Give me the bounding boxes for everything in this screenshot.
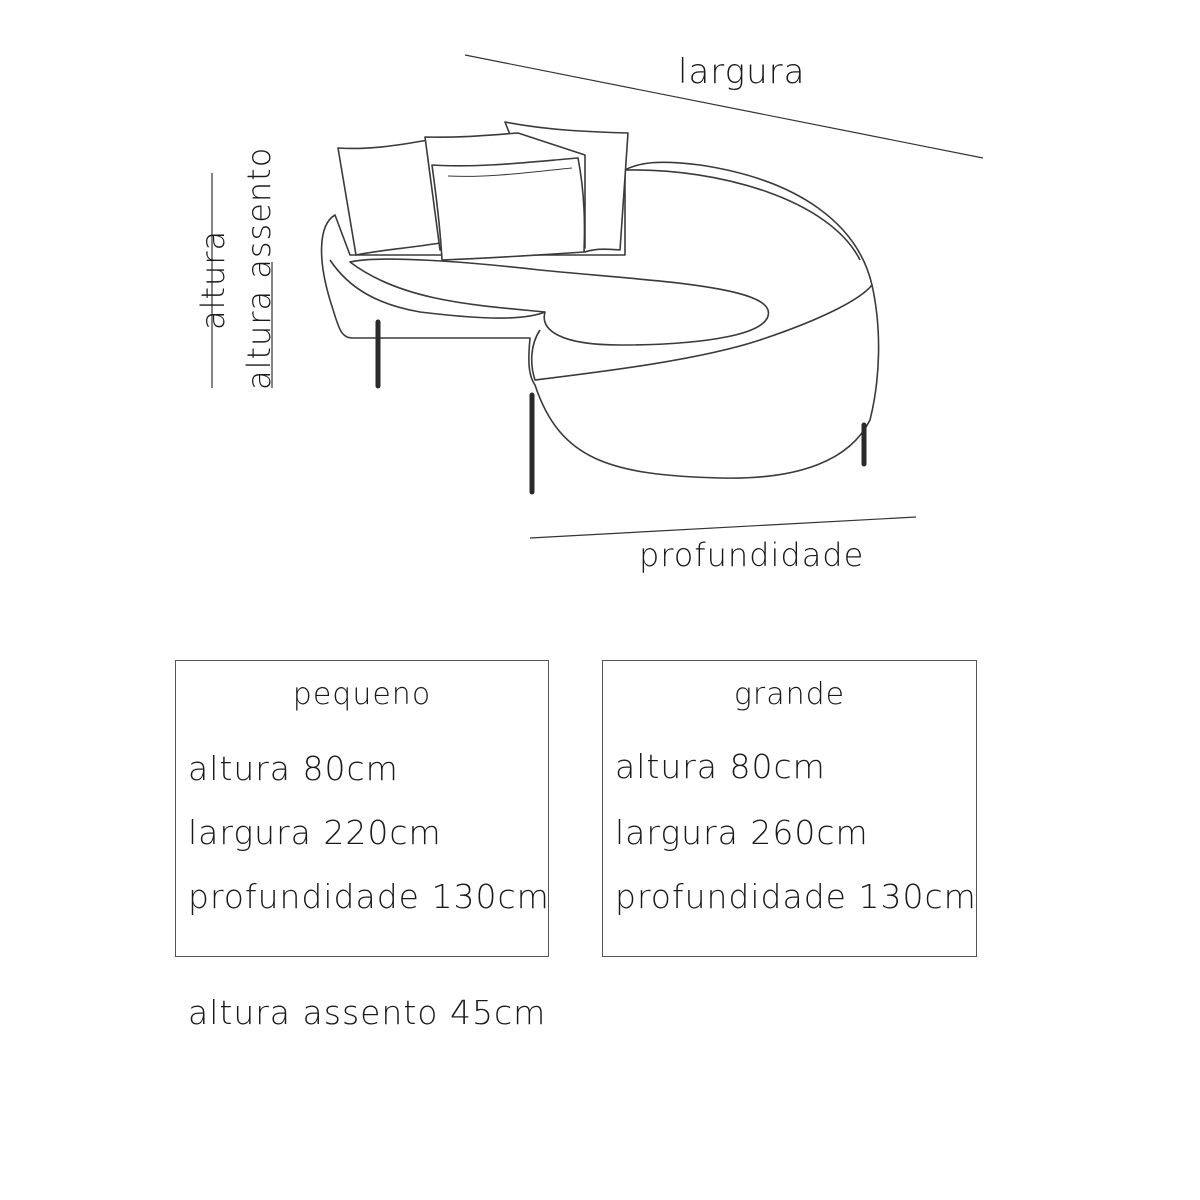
size-row-largura: largura 220cm (188, 813, 442, 852)
seat-height-footnote: altura assento 45cm (188, 993, 547, 1032)
size-row-largura: largura 260cm (615, 813, 869, 852)
size-title: grande (733, 677, 846, 712)
largura-label: largura (678, 52, 806, 92)
sofa-drawing (322, 122, 879, 478)
size-table-grande (602, 660, 977, 957)
pillow-front (432, 158, 584, 260)
size-row-profundidade: profundidade 130cm (615, 877, 977, 916)
size-row-altura: altura 80cm (615, 747, 826, 786)
profundidade-dimension-line (530, 517, 916, 538)
pillow-left (338, 140, 440, 255)
profundidade-label: profundidade (639, 536, 865, 574)
altura-assento-label: altura assento (240, 146, 278, 390)
size-row-altura: altura 80cm (188, 749, 399, 788)
altura-label: altura (194, 229, 232, 330)
size-title: pequeno (292, 677, 432, 712)
size-row-profundidade: profundidade 130cm (188, 877, 550, 916)
size-table-pequeno (175, 660, 549, 957)
